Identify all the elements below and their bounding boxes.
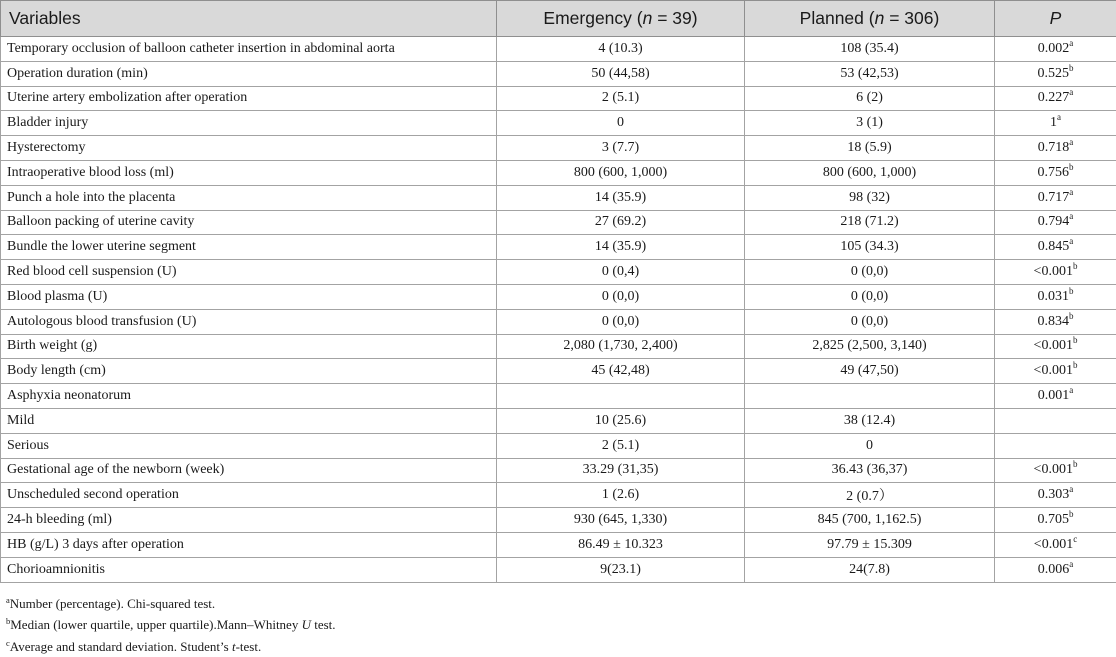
p-value-footnote-marker: a bbox=[1069, 484, 1073, 494]
p-value-text: 0.794 bbox=[1038, 214, 1070, 229]
cell-p-value bbox=[995, 210, 1116, 235]
p-value-footnote-marker: a bbox=[1069, 211, 1073, 221]
footnote-text: Average and standard deviation. Student’s bbox=[10, 639, 232, 654]
p-value-text: <0.001 bbox=[1034, 537, 1073, 552]
footnote-text: Number (percentage). Chi-squared test. bbox=[10, 596, 215, 611]
cell-planned: 98 (32) bbox=[745, 185, 995, 210]
cell-p-value bbox=[995, 508, 1116, 533]
cell-p-value bbox=[995, 458, 1116, 483]
table-row bbox=[1, 359, 1116, 384]
cell-p-value bbox=[995, 309, 1116, 334]
cell-planned: 0 bbox=[745, 433, 995, 458]
cell-variable: Operation duration (min) bbox=[1, 61, 497, 86]
table-row bbox=[1, 334, 1116, 359]
footnote bbox=[6, 593, 1116, 615]
cell-emergency: 0 (0,0) bbox=[497, 309, 745, 334]
footnote-text: U bbox=[302, 617, 311, 632]
footnote-marker: a bbox=[6, 595, 10, 605]
cell-p-value bbox=[995, 185, 1116, 210]
footnote-marker: b bbox=[6, 616, 10, 626]
p-value-footnote-marker: b bbox=[1073, 261, 1078, 271]
table-row bbox=[1, 160, 1116, 185]
cell-p-value bbox=[995, 61, 1116, 86]
p-value-text: 0.227 bbox=[1038, 90, 1070, 105]
cell-p-value bbox=[995, 384, 1116, 409]
table-footnotes bbox=[0, 593, 1116, 657]
cell-variable: Chorioamnionitis bbox=[1, 557, 497, 582]
footnote bbox=[6, 614, 1116, 636]
header-variables: Variables bbox=[1, 1, 497, 37]
cell-planned: 0 (0,0) bbox=[745, 309, 995, 334]
cell-planned: 3 (1) bbox=[745, 111, 995, 136]
header-p-letter: P bbox=[1050, 8, 1062, 28]
header-emergency-suffix: = 39) bbox=[652, 8, 697, 28]
cell-emergency: 14 (35.9) bbox=[497, 185, 745, 210]
p-value-text: 0.001 bbox=[1038, 388, 1070, 403]
cell-emergency: 4 (10.3) bbox=[497, 37, 745, 62]
cell-planned: 0 (0,0) bbox=[745, 260, 995, 285]
cell-p-value bbox=[995, 37, 1116, 62]
table-row bbox=[1, 508, 1116, 533]
p-value-text: 0.006 bbox=[1038, 562, 1070, 577]
p-value-footnote-marker: b bbox=[1073, 459, 1078, 469]
cell-planned: 24(7.8) bbox=[745, 557, 995, 582]
p-value-footnote-marker: b bbox=[1073, 335, 1078, 345]
footnote-text: t bbox=[232, 639, 236, 654]
p-value-footnote-marker: a bbox=[1069, 559, 1073, 569]
table-row bbox=[1, 408, 1116, 433]
cell-p-value bbox=[995, 235, 1116, 260]
cell-variable: Body length (cm) bbox=[1, 359, 497, 384]
header-planned-n: n bbox=[875, 8, 885, 28]
cell-emergency: 0 (0,0) bbox=[497, 284, 745, 309]
p-value-text: 0.031 bbox=[1038, 289, 1070, 304]
cell-planned: 49 (47,50) bbox=[745, 359, 995, 384]
cell-variable: Bladder injury bbox=[1, 111, 497, 136]
p-value-text: 0.756 bbox=[1038, 165, 1070, 180]
cell-planned: 108 (35.4) bbox=[745, 37, 995, 62]
p-value-footnote-marker: a bbox=[1069, 38, 1073, 48]
p-value-footnote-marker: c bbox=[1073, 534, 1077, 544]
cell-emergency: 2 (5.1) bbox=[497, 86, 745, 111]
table-row bbox=[1, 309, 1116, 334]
p-value-text: 0.717 bbox=[1038, 190, 1070, 205]
cell-emergency bbox=[497, 384, 745, 409]
p-value-footnote-marker: a bbox=[1069, 87, 1073, 97]
cell-variable: Balloon packing of uterine cavity bbox=[1, 210, 497, 235]
cell-p-value bbox=[995, 408, 1116, 433]
cell-planned: 6 (2) bbox=[745, 86, 995, 111]
footnote-text: -test. bbox=[236, 639, 262, 654]
cell-planned: 38 (12.4) bbox=[745, 408, 995, 433]
footnote-marker: c bbox=[6, 638, 10, 648]
p-value-footnote-marker: a bbox=[1069, 137, 1073, 147]
cell-variable: Unscheduled second operation bbox=[1, 483, 497, 508]
header-emergency bbox=[497, 1, 745, 37]
cell-variable: Hysterectomy bbox=[1, 136, 497, 161]
footnote-text: Median (lower quartile, upper quartile).Mann–Whitney bbox=[10, 617, 301, 632]
p-value-text: 0.303 bbox=[1038, 487, 1070, 502]
cell-variable: HB (g/L) 3 days after operation bbox=[1, 532, 497, 557]
header-planned bbox=[745, 1, 995, 37]
p-value-text: 0.525 bbox=[1038, 66, 1070, 81]
cell-p-value bbox=[995, 532, 1116, 557]
cell-variable: Mild bbox=[1, 408, 497, 433]
table-row bbox=[1, 284, 1116, 309]
cell-planned: 53 (42,53) bbox=[745, 61, 995, 86]
cell-emergency: 0 bbox=[497, 111, 745, 136]
p-value-text: <0.001 bbox=[1034, 338, 1073, 353]
p-value-text: 1 bbox=[1050, 115, 1057, 130]
cell-p-value bbox=[995, 284, 1116, 309]
cell-emergency: 930 (645, 1,330) bbox=[497, 508, 745, 533]
header-emergency-prefix: Emergency ( bbox=[543, 8, 642, 28]
p-value-text: 0.845 bbox=[1038, 239, 1070, 254]
cell-p-value bbox=[995, 136, 1116, 161]
cell-emergency: 2,080 (1,730, 2,400) bbox=[497, 334, 745, 359]
p-value-text: <0.001 bbox=[1034, 363, 1073, 378]
header-row bbox=[1, 1, 1116, 37]
table-row bbox=[1, 111, 1116, 136]
cell-planned: 845 (700, 1,162.5) bbox=[745, 508, 995, 533]
cell-p-value bbox=[995, 557, 1116, 582]
table-row bbox=[1, 136, 1116, 161]
p-value-text: 0.705 bbox=[1038, 512, 1070, 527]
table-row bbox=[1, 384, 1116, 409]
cell-variable: Serious bbox=[1, 433, 497, 458]
cell-planned bbox=[745, 384, 995, 409]
cell-emergency: 10 (25.6) bbox=[497, 408, 745, 433]
table-row bbox=[1, 532, 1116, 557]
cell-p-value bbox=[995, 483, 1116, 508]
cell-variable: Uterine artery embolization after operation bbox=[1, 86, 497, 111]
p-value-footnote-marker: b bbox=[1069, 311, 1074, 321]
table-body bbox=[1, 37, 1116, 583]
table-row bbox=[1, 458, 1116, 483]
table-row bbox=[1, 37, 1116, 62]
cell-emergency: 0 (0,4) bbox=[497, 260, 745, 285]
cell-emergency: 86.49 ± 10.323 bbox=[497, 532, 745, 557]
cell-planned: 0 (0,0) bbox=[745, 284, 995, 309]
p-value-footnote-marker: a bbox=[1057, 112, 1061, 122]
cell-variable: Temporary occlusion of balloon catheter insertion in abdominal aorta bbox=[1, 37, 497, 62]
cell-variable: Bundle the lower uterine segment bbox=[1, 235, 497, 260]
cell-emergency: 45 (42,48) bbox=[497, 359, 745, 384]
p-value-footnote-marker: b bbox=[1069, 63, 1074, 73]
cell-p-value bbox=[995, 334, 1116, 359]
cell-emergency: 50 (44,58) bbox=[497, 61, 745, 86]
cell-emergency: 800 (600, 1,000) bbox=[497, 160, 745, 185]
cell-p-value bbox=[995, 111, 1116, 136]
cell-p-value bbox=[995, 433, 1116, 458]
table-row bbox=[1, 235, 1116, 260]
p-value-text: 0.718 bbox=[1038, 140, 1070, 155]
cell-p-value bbox=[995, 260, 1116, 285]
cell-p-value bbox=[995, 86, 1116, 111]
footnote-text: test. bbox=[311, 617, 336, 632]
table-row bbox=[1, 185, 1116, 210]
cell-emergency: 3 (7.7) bbox=[497, 136, 745, 161]
cell-planned: 105 (34.3) bbox=[745, 235, 995, 260]
p-value-footnote-marker: b bbox=[1069, 286, 1074, 296]
p-value-footnote-marker: a bbox=[1069, 187, 1073, 197]
p-value-footnote-marker: b bbox=[1073, 360, 1078, 370]
cell-emergency: 33.29 (31,35) bbox=[497, 458, 745, 483]
p-value-footnote-marker: b bbox=[1069, 509, 1074, 519]
cell-variable: Red blood cell suspension (U) bbox=[1, 260, 497, 285]
table-row bbox=[1, 61, 1116, 86]
table-row bbox=[1, 210, 1116, 235]
table-row bbox=[1, 483, 1116, 508]
cell-p-value bbox=[995, 359, 1116, 384]
p-value-text: <0.001 bbox=[1034, 264, 1073, 279]
table-row bbox=[1, 433, 1116, 458]
cell-variable: Punch a hole into the placenta bbox=[1, 185, 497, 210]
cell-variable: Blood plasma (U) bbox=[1, 284, 497, 309]
cell-emergency: 27 (69.2) bbox=[497, 210, 745, 235]
p-value-footnote-marker: a bbox=[1069, 236, 1073, 246]
cell-variable: 24-h bleeding (ml) bbox=[1, 508, 497, 533]
p-value-text: <0.001 bbox=[1034, 462, 1073, 477]
cell-planned: 36.43 (36,37) bbox=[745, 458, 995, 483]
header-emergency-n: n bbox=[643, 8, 653, 28]
p-value-text: 0.834 bbox=[1038, 314, 1070, 329]
cell-emergency: 1 (2.6) bbox=[497, 483, 745, 508]
cell-planned: 2,825 (2,500, 3,140) bbox=[745, 334, 995, 359]
cell-emergency: 14 (35.9) bbox=[497, 235, 745, 260]
cell-planned: 800 (600, 1,000) bbox=[745, 160, 995, 185]
cell-emergency: 2 (5.1) bbox=[497, 433, 745, 458]
cell-planned: 97.79 ± 15.309 bbox=[745, 532, 995, 557]
p-value-footnote-marker: a bbox=[1069, 385, 1073, 395]
cell-planned: 2 (0.7） bbox=[745, 483, 995, 508]
cell-planned: 18 (5.9) bbox=[745, 136, 995, 161]
cell-planned: 218 (71.2) bbox=[745, 210, 995, 235]
header-planned-suffix: = 306) bbox=[884, 8, 939, 28]
cell-variable: Intraoperative blood loss (ml) bbox=[1, 160, 497, 185]
table-row bbox=[1, 86, 1116, 111]
cell-variable: Autologous blood transfusion (U) bbox=[1, 309, 497, 334]
header-p-value bbox=[995, 1, 1116, 37]
cell-p-value bbox=[995, 160, 1116, 185]
p-value-footnote-marker: b bbox=[1069, 162, 1074, 172]
header-planned-prefix: Planned ( bbox=[800, 8, 875, 28]
cell-emergency: 9(23.1) bbox=[497, 557, 745, 582]
cell-variable: Birth weight (g) bbox=[1, 334, 497, 359]
cell-variable: Asphyxia neonatorum bbox=[1, 384, 497, 409]
cell-variable: Gestational age of the newborn (week) bbox=[1, 458, 497, 483]
p-value-text: 0.002 bbox=[1038, 41, 1070, 56]
table-row bbox=[1, 260, 1116, 285]
table-row bbox=[1, 557, 1116, 582]
